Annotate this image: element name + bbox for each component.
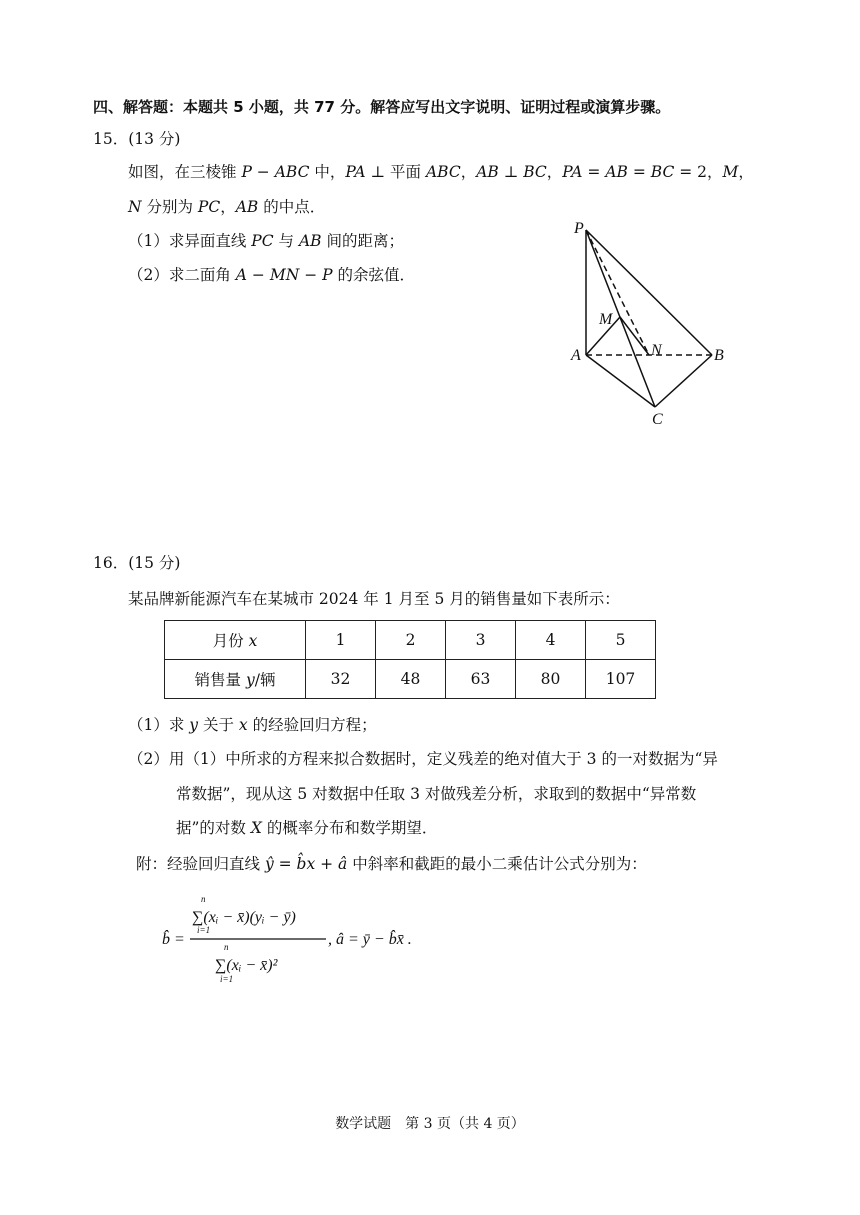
q15-stem-line2: N 分别为 PC，AB 的中点． (128, 198, 326, 216)
label-N: N (651, 342, 662, 359)
formula-bhat: b̂ = (162, 931, 185, 948)
label-P: P (574, 220, 584, 237)
table-row-sales (165, 660, 656, 699)
edge-BC (655, 355, 712, 407)
segment-PN-dashed (586, 230, 649, 355)
segment-MN (620, 317, 649, 355)
table-cell: 4 (516, 621, 586, 660)
page-footer: 数学试题 第 3 页（共 4 页） (335, 1116, 525, 1132)
q16-stem: 某品牌新能源汽车在某城市 2024 年 1 月至 5 月的销售量如下表所示： (128, 590, 620, 608)
sum-upper-denominator: n (224, 942, 229, 952)
q15-part2: （2）求二面角 A − MN − P 的余弦值． (128, 266, 415, 284)
table-row-month (165, 621, 656, 660)
label-B: B (714, 347, 724, 364)
table-cell: 107 (586, 660, 656, 699)
table-cell: 80 (516, 660, 586, 699)
table-cell: 2 (376, 621, 446, 660)
q16-part2-line3: 据”的对数 X 的概率分布和数学期望． (176, 819, 438, 837)
label-C: C (652, 411, 663, 428)
q16-part2-line1: （2）用（1）中所求的方程来拟合数据时，定义残差的绝对值大于 3 的一对数据为“异 (128, 750, 718, 768)
q16-part1: （1）求 y 关于 x 的经验回归方程； (128, 716, 377, 734)
edge-PB (586, 230, 712, 355)
formula-denominator: ∑(xᵢ − x̄)² (215, 957, 278, 974)
table-cell: 1 (306, 621, 376, 660)
table-header-month: 月份 x (165, 621, 306, 660)
q15-stem-line1: 如图，在三棱锥 P − ABC 中，PA ⊥ 平面 ABC，AB ⊥ BC，PA = AB = BC = 2，M， (128, 163, 754, 181)
q16-appendix: 附：经验回归直线 ŷ = b̂x + â 中斜率和截距的最小二乘估计公式分别为： (136, 855, 647, 873)
tetrahedron-figure (560, 215, 740, 435)
table-cell: 32 (306, 660, 376, 699)
table-header-sales: 销售量 y/辆 (165, 660, 306, 699)
q15-number: 15．(13 分) (93, 130, 181, 148)
label-A: A (571, 347, 581, 364)
sales-table (164, 620, 656, 699)
label-M: M (599, 311, 613, 328)
table-cell: 3 (446, 621, 516, 660)
formula-numerator: ∑(xᵢ − x̄)(yᵢ − ȳ) (192, 909, 296, 926)
q16-number: 16．(15 分) (93, 554, 181, 572)
table-cell: 48 (376, 660, 446, 699)
sum-upper-numerator: n (201, 894, 206, 904)
section-header: 四、解答题：本题共 5 小题，共 77 分。解答应写出文字说明、证明过程或演算步骤。 (93, 98, 671, 116)
least-squares-formula (160, 890, 460, 990)
q16-part2-line2: 常数据”，现从这 5 对数据中任取 3 对做残差分析，求取到的数据中“异常数 (176, 785, 697, 803)
sum-lower-denominator: i=1 (220, 974, 234, 984)
formula-tail: , â = ȳ − b̂x̄ . (328, 931, 412, 948)
sum-lower-numerator: i=1 (197, 925, 211, 935)
table-cell: 5 (586, 621, 656, 660)
table-cell: 63 (446, 660, 516, 699)
q15-part1: （1）求异面直线 PC 与 AB 间的距离； (128, 232, 404, 250)
